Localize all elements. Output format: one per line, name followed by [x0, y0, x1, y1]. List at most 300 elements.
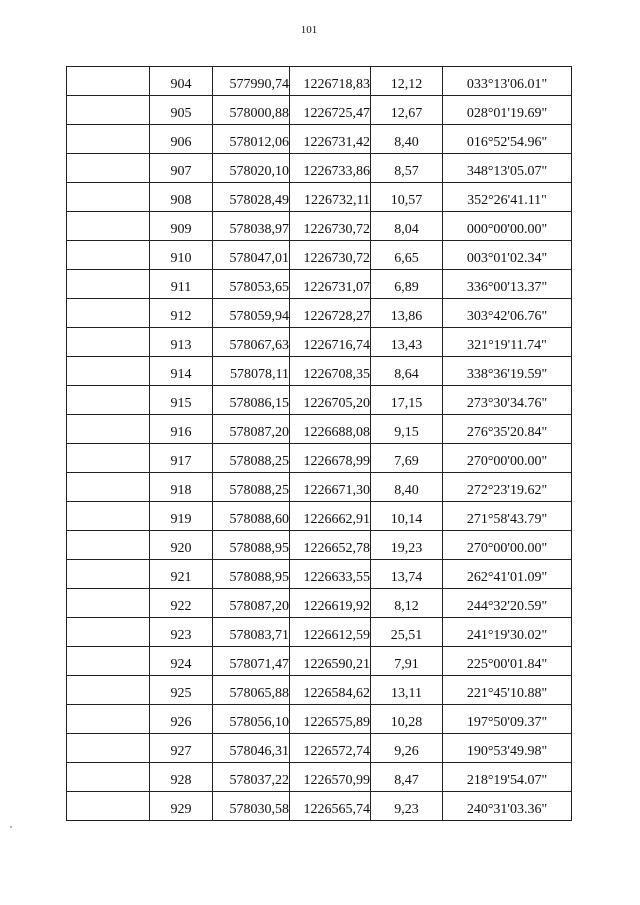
bearing-angle-cell: [443, 386, 572, 415]
x-coordinate-cell: [213, 473, 290, 502]
point-number-cell: [150, 241, 213, 270]
point-number-cell-text: 912: [170, 309, 192, 324]
empty-cell: [67, 241, 150, 270]
bearing-angle-cell-text: 244°32'20.59": [466, 599, 548, 614]
x-coordinate-cell: [213, 734, 290, 763]
table-row: [67, 125, 572, 154]
x-coordinate-cell-text: 578071,47: [229, 657, 289, 672]
table-row: [67, 734, 572, 763]
x-coordinate-cell: [213, 531, 290, 560]
bearing-angle-cell: [443, 154, 572, 183]
y-coordinate-cell: [290, 96, 371, 125]
y-coordinate-cell-text: 1226730,72: [303, 222, 370, 237]
distance-cell: [371, 154, 443, 183]
x-coordinate-cell: [213, 792, 290, 821]
y-coordinate-cell-text: 1226705,20: [303, 396, 370, 411]
y-coordinate-cell: [290, 502, 371, 531]
point-number-cell-text: 906: [170, 135, 192, 150]
bearing-angle-cell-text: 321°19'11.74": [467, 338, 547, 353]
y-coordinate-cell-text: 1226708,35: [303, 367, 370, 382]
bearing-angle-cell-text: 218°19'54.07": [466, 773, 548, 788]
point-number-cell-text: 910: [170, 251, 192, 266]
point-number-cell: [150, 328, 213, 357]
y-coordinate-cell: [290, 270, 371, 299]
x-coordinate-cell: [213, 357, 290, 386]
x-coordinate-cell: [213, 183, 290, 212]
distance-cell: [371, 444, 443, 473]
bearing-angle-cell: [443, 647, 572, 676]
y-coordinate-cell: [290, 444, 371, 473]
distance-cell: [371, 67, 443, 96]
empty-cell: [67, 531, 150, 560]
y-coordinate-cell: [290, 183, 371, 212]
x-coordinate-cell-text: 578088,60: [229, 512, 289, 527]
y-coordinate-cell-text: 1226575,89: [303, 715, 370, 730]
y-coordinate-cell: [290, 328, 371, 357]
y-coordinate-cell-text: 1226728,27: [303, 309, 370, 324]
distance-cell-text: 25,51: [390, 628, 423, 643]
distance-cell: [371, 734, 443, 763]
y-coordinate-cell-text: 1226590,21: [303, 657, 370, 672]
table-row: [67, 270, 572, 299]
bearing-angle-cell: [443, 241, 572, 270]
x-coordinate-cell-text: 578087,20: [229, 599, 289, 614]
bearing-angle-cell-text: 033°13'06.01": [466, 77, 548, 92]
point-number-cell: [150, 183, 213, 212]
y-coordinate-cell: [290, 705, 371, 734]
empty-cell: [67, 328, 150, 357]
empty-cell: [67, 502, 150, 531]
distance-cell-text: 8,40: [394, 135, 419, 150]
distance-cell-text: 19,23: [390, 541, 423, 556]
empty-cell: [67, 647, 150, 676]
point-number-cell-text: 927: [170, 744, 192, 759]
distance-cell: [371, 647, 443, 676]
bearing-angle-cell-text: 241°19'30.02": [466, 628, 548, 643]
point-number-cell: [150, 444, 213, 473]
y-coordinate-cell-text: 1226731,42: [303, 135, 370, 150]
x-coordinate-cell: [213, 270, 290, 299]
bearing-angle-cell-text: 272°23'19.62": [466, 483, 548, 498]
y-coordinate-cell-text: 1226688,08: [303, 425, 370, 440]
bearing-angle-cell: [443, 792, 572, 821]
point-number-cell: [150, 96, 213, 125]
bearing-angle-cell-text: 197°50'09.37": [466, 715, 548, 730]
point-number-cell-text: 911: [170, 280, 192, 295]
x-coordinate-cell: [213, 618, 290, 647]
point-number-cell-text: 916: [170, 425, 192, 440]
point-number-cell: [150, 212, 213, 241]
empty-cell: [67, 125, 150, 154]
x-coordinate-cell-text: 578038,97: [229, 222, 289, 237]
distance-cell-text: 10,14: [390, 512, 423, 527]
distance-cell: [371, 473, 443, 502]
y-coordinate-cell: [290, 386, 371, 415]
y-coordinate-cell: [290, 589, 371, 618]
empty-cell: [67, 183, 150, 212]
bearing-angle-cell: [443, 531, 572, 560]
bearing-angle-cell: [443, 589, 572, 618]
point-number-cell: [150, 502, 213, 531]
table-row: [67, 183, 572, 212]
y-coordinate-cell: [290, 67, 371, 96]
x-coordinate-cell-text: 578047,01: [229, 251, 289, 266]
point-number-cell-text: 917: [170, 454, 192, 469]
y-coordinate-cell: [290, 676, 371, 705]
x-coordinate-cell: [213, 415, 290, 444]
bearing-angle-cell: [443, 560, 572, 589]
distance-cell-text: 9,26: [394, 744, 419, 759]
y-coordinate-cell: [290, 792, 371, 821]
x-coordinate-cell: [213, 444, 290, 473]
bearing-angle-cell: [443, 67, 572, 96]
table-row: [67, 647, 572, 676]
table-row: [67, 328, 572, 357]
table-row: [67, 618, 572, 647]
y-coordinate-cell: [290, 734, 371, 763]
distance-cell: [371, 531, 443, 560]
distance-cell: [371, 270, 443, 299]
distance-cell: [371, 212, 443, 241]
point-number-cell: [150, 618, 213, 647]
y-coordinate-cell-text: 1226570,99: [303, 773, 370, 788]
x-coordinate-cell-text: 578037,22: [229, 773, 289, 788]
x-coordinate-cell: [213, 96, 290, 125]
distance-cell: [371, 328, 443, 357]
x-coordinate-cell: [213, 154, 290, 183]
y-coordinate-cell-text: 1226732,11: [304, 193, 370, 208]
distance-cell: [371, 415, 443, 444]
point-number-cell: [150, 67, 213, 96]
x-coordinate-cell-text: 577990,74: [229, 77, 289, 92]
distance-cell-text: 10,28: [390, 715, 423, 730]
distance-cell: [371, 241, 443, 270]
distance-cell: [371, 125, 443, 154]
y-coordinate-cell: [290, 560, 371, 589]
table-row: [67, 241, 572, 270]
distance-cell-text: 12,67: [390, 106, 423, 121]
bearing-angle-cell-text: 221°45'10.88": [466, 686, 548, 701]
empty-cell: [67, 270, 150, 299]
y-coordinate-cell: [290, 473, 371, 502]
point-number-cell: [150, 386, 213, 415]
distance-cell-text: 13,74: [390, 570, 423, 585]
bearing-angle-cell: [443, 270, 572, 299]
bearing-angle-cell-text: 348°13'05.07": [466, 164, 548, 179]
table-row: [67, 67, 572, 96]
table-row: [67, 154, 572, 183]
empty-cell: [67, 212, 150, 241]
bearing-angle-cell-text: 303°42'06.76": [466, 309, 548, 324]
x-coordinate-cell-text: 578088,25: [229, 454, 289, 469]
x-coordinate-cell: [213, 212, 290, 241]
distance-cell-text: 13,86: [390, 309, 423, 324]
y-coordinate-cell: [290, 415, 371, 444]
bearing-angle-cell-text: 016°52'54.96": [466, 135, 548, 150]
empty-cell: [67, 299, 150, 328]
x-coordinate-cell-text: 578000,88: [229, 106, 289, 121]
bearing-angle-cell-text: 273°30'34.76": [466, 396, 548, 411]
distance-cell-text: 8,40: [394, 483, 419, 498]
x-coordinate-cell: [213, 125, 290, 154]
distance-cell-text: 7,69: [394, 454, 419, 469]
bearing-angle-cell: [443, 125, 572, 154]
bearing-angle-cell-text: 028°01'19.69": [466, 106, 548, 121]
table-row: [67, 473, 572, 502]
empty-cell: [67, 792, 150, 821]
x-coordinate-cell-text: 578086,15: [229, 396, 289, 411]
empty-cell: [67, 444, 150, 473]
table-row: [67, 763, 572, 792]
point-number-cell: [150, 734, 213, 763]
y-coordinate-cell: [290, 618, 371, 647]
bearing-angle-cell: [443, 473, 572, 502]
x-coordinate-cell-text: 578059,94: [229, 309, 289, 324]
bearing-angle-cell: [443, 734, 572, 763]
distance-cell-text: 13,11: [391, 686, 422, 701]
x-coordinate-cell-text: 578067,63: [229, 338, 289, 353]
x-coordinate-cell: [213, 560, 290, 589]
empty-cell: [67, 734, 150, 763]
x-coordinate-cell: [213, 67, 290, 96]
coordinates-table: [66, 66, 572, 821]
y-coordinate-cell-text: 1226584,62: [303, 686, 370, 701]
bearing-angle-cell: [443, 299, 572, 328]
x-coordinate-cell: [213, 705, 290, 734]
y-coordinate-cell: [290, 531, 371, 560]
x-coordinate-cell: [213, 589, 290, 618]
x-coordinate-cell: [213, 299, 290, 328]
point-number-cell: [150, 125, 213, 154]
y-coordinate-cell-text: 1226671,30: [303, 483, 370, 498]
bearing-angle-cell-text: 262°41'01.09": [466, 570, 548, 585]
point-number-cell: [150, 763, 213, 792]
empty-cell: [67, 96, 150, 125]
x-coordinate-cell: [213, 502, 290, 531]
distance-cell-text: 6,89: [394, 280, 419, 295]
y-coordinate-cell: [290, 241, 371, 270]
bearing-angle-cell: [443, 618, 572, 647]
point-number-cell-text: 913: [170, 338, 192, 353]
x-coordinate-cell-text: 578020,10: [229, 164, 289, 179]
y-coordinate-cell-text: 1226633,55: [303, 570, 370, 585]
y-coordinate-cell-text: 1226612,59: [303, 628, 370, 643]
bearing-angle-cell-text: 270°00'00.00": [466, 454, 548, 469]
table-row: [67, 299, 572, 328]
table-row: [67, 705, 572, 734]
y-coordinate-cell-text: 1226678,99: [303, 454, 370, 469]
bearing-angle-cell-text: 271°58'43.79": [466, 512, 548, 527]
y-coordinate-cell-text: 1226731,07: [303, 280, 370, 295]
bearing-angle-cell-text: 336°00'13.37": [466, 280, 548, 295]
bearing-angle-cell-text: 000°00'00.00": [466, 222, 548, 237]
x-coordinate-cell: [213, 647, 290, 676]
distance-cell: [371, 589, 443, 618]
empty-cell: [67, 676, 150, 705]
point-number-cell-text: 929: [170, 802, 192, 817]
bearing-angle-cell: [443, 357, 572, 386]
x-coordinate-cell-text: 578065,88: [229, 686, 289, 701]
y-coordinate-cell: [290, 299, 371, 328]
point-number-cell: [150, 705, 213, 734]
bearing-angle-cell: [443, 212, 572, 241]
distance-cell: [371, 183, 443, 212]
table-row: [67, 415, 572, 444]
empty-cell: [67, 415, 150, 444]
y-coordinate-cell: [290, 647, 371, 676]
x-coordinate-cell-text: 578083,71: [229, 628, 289, 643]
table-row: [67, 560, 572, 589]
point-number-cell-text: 907: [170, 164, 192, 179]
point-number-cell: [150, 647, 213, 676]
distance-cell-text: 7,91: [394, 657, 419, 672]
x-coordinate-cell-text: 578030,58: [229, 802, 289, 817]
empty-cell: [67, 154, 150, 183]
bearing-angle-cell-text: 270°00'00.00": [466, 541, 548, 556]
distance-cell: [371, 560, 443, 589]
y-coordinate-cell-text: 1226718,83: [303, 77, 370, 92]
table-row: [67, 96, 572, 125]
point-number-cell: [150, 415, 213, 444]
empty-cell: [67, 67, 150, 96]
point-number-cell-text: 905: [170, 106, 192, 121]
distance-cell: [371, 357, 443, 386]
bearing-angle-cell: [443, 705, 572, 734]
point-number-cell: [150, 473, 213, 502]
empty-cell: [67, 618, 150, 647]
table-row: [67, 444, 572, 473]
y-coordinate-cell-text: 1226733,86: [303, 164, 370, 179]
x-coordinate-cell-text: 578056,10: [229, 715, 289, 730]
point-number-cell-text: 918: [170, 483, 192, 498]
empty-cell: [67, 589, 150, 618]
x-coordinate-cell-text: 578087,20: [229, 425, 289, 440]
x-coordinate-cell-text: 578053,65: [229, 280, 289, 295]
y-coordinate-cell: [290, 125, 371, 154]
x-coordinate-cell-text: 578078,11: [230, 367, 289, 382]
y-coordinate-cell-text: 1226652,78: [303, 541, 370, 556]
point-number-cell-text: 908: [170, 193, 192, 208]
empty-cell: [67, 763, 150, 792]
point-number-cell-text: 914: [170, 367, 192, 382]
distance-cell-text: 8,12: [394, 599, 419, 614]
point-number-cell: [150, 270, 213, 299]
point-number-cell-text: 919: [170, 512, 192, 527]
page-number: 101: [300, 24, 318, 36]
distance-cell: [371, 792, 443, 821]
table-row: [67, 386, 572, 415]
y-coordinate-cell: [290, 212, 371, 241]
distance-cell-text: 17,15: [390, 396, 423, 411]
table-row: [67, 502, 572, 531]
bearing-angle-cell: [443, 502, 572, 531]
point-number-cell-text: 926: [170, 715, 192, 730]
bearing-angle-cell-text: 276°35'20.84": [466, 425, 548, 440]
bearing-angle-cell: [443, 676, 572, 705]
distance-cell-text: 8,64: [394, 367, 419, 382]
y-coordinate-cell-text: 1226619,92: [303, 599, 370, 614]
empty-cell: [67, 473, 150, 502]
x-coordinate-cell: [213, 763, 290, 792]
empty-cell: [67, 705, 150, 734]
point-number-cell: [150, 357, 213, 386]
bearing-angle-cell-text: 240°31'03.36": [466, 802, 548, 817]
distance-cell: [371, 618, 443, 647]
bearing-angle-cell-text: 338°36'19.59": [466, 367, 548, 382]
x-coordinate-cell: [213, 676, 290, 705]
distance-cell-text: 12,12: [390, 77, 423, 92]
point-number-cell: [150, 560, 213, 589]
distance-cell-text: 9,23: [394, 802, 419, 817]
y-coordinate-cell-text: 1226730,72: [303, 251, 370, 266]
bearing-angle-cell: [443, 328, 572, 357]
y-coordinate-cell: [290, 154, 371, 183]
point-number-cell-text: 920: [170, 541, 192, 556]
point-number-cell-text: 925: [170, 686, 192, 701]
distance-cell: [371, 96, 443, 125]
x-coordinate-cell-text: 578088,25: [229, 483, 289, 498]
bearing-angle-cell-text: 003°01'02.34": [466, 251, 548, 266]
empty-cell: [67, 357, 150, 386]
y-coordinate-cell: [290, 357, 371, 386]
distance-cell-text: 8,57: [394, 164, 419, 179]
y-coordinate-cell-text: 1226572,74: [303, 744, 370, 759]
bearing-angle-cell-text: 225°00'01.84": [466, 657, 548, 672]
bearing-angle-cell-text: 352°26'41.11": [467, 193, 547, 208]
point-number-cell-text: 922: [170, 599, 192, 614]
y-coordinate-cell-text: 1226662,91: [303, 512, 370, 527]
table-row: [67, 531, 572, 560]
bearing-angle-cell: [443, 183, 572, 212]
bearing-angle-cell: [443, 415, 572, 444]
bearing-angle-cell: [443, 763, 572, 792]
point-number-cell: [150, 531, 213, 560]
x-coordinate-cell: [213, 386, 290, 415]
distance-cell: [371, 705, 443, 734]
scan-speck: [10, 826, 12, 828]
table-row: [67, 792, 572, 821]
point-number-cell-text: 915: [170, 396, 192, 411]
y-coordinate-cell-text: 1226565,74: [303, 802, 370, 817]
distance-cell: [371, 502, 443, 531]
bearing-angle-cell-text: 190°53'49.98": [466, 744, 548, 759]
distance-cell-text: 6,65: [394, 251, 419, 266]
x-coordinate-cell: [213, 241, 290, 270]
point-number-cell: [150, 589, 213, 618]
table-row: [67, 212, 572, 241]
table-row: [67, 357, 572, 386]
point-number-cell-text: 923: [170, 628, 192, 643]
distance-cell: [371, 386, 443, 415]
x-coordinate-cell-text: 578012,06: [229, 135, 289, 150]
point-number-cell: [150, 676, 213, 705]
point-number-cell: [150, 792, 213, 821]
table-row: [67, 589, 572, 618]
empty-cell: [67, 386, 150, 415]
y-coordinate-cell-text: 1226716,74: [303, 338, 370, 353]
distance-cell: [371, 676, 443, 705]
distance-cell: [371, 299, 443, 328]
distance-cell: [371, 763, 443, 792]
y-coordinate-cell: [290, 763, 371, 792]
x-coordinate-cell: [213, 328, 290, 357]
point-number-cell-text: 909: [170, 222, 192, 237]
distance-cell-text: 10,57: [390, 193, 423, 208]
point-number-cell: [150, 299, 213, 328]
coordinates-table-body: [67, 67, 572, 821]
bearing-angle-cell: [443, 444, 572, 473]
point-number-cell-text: 924: [170, 657, 192, 672]
